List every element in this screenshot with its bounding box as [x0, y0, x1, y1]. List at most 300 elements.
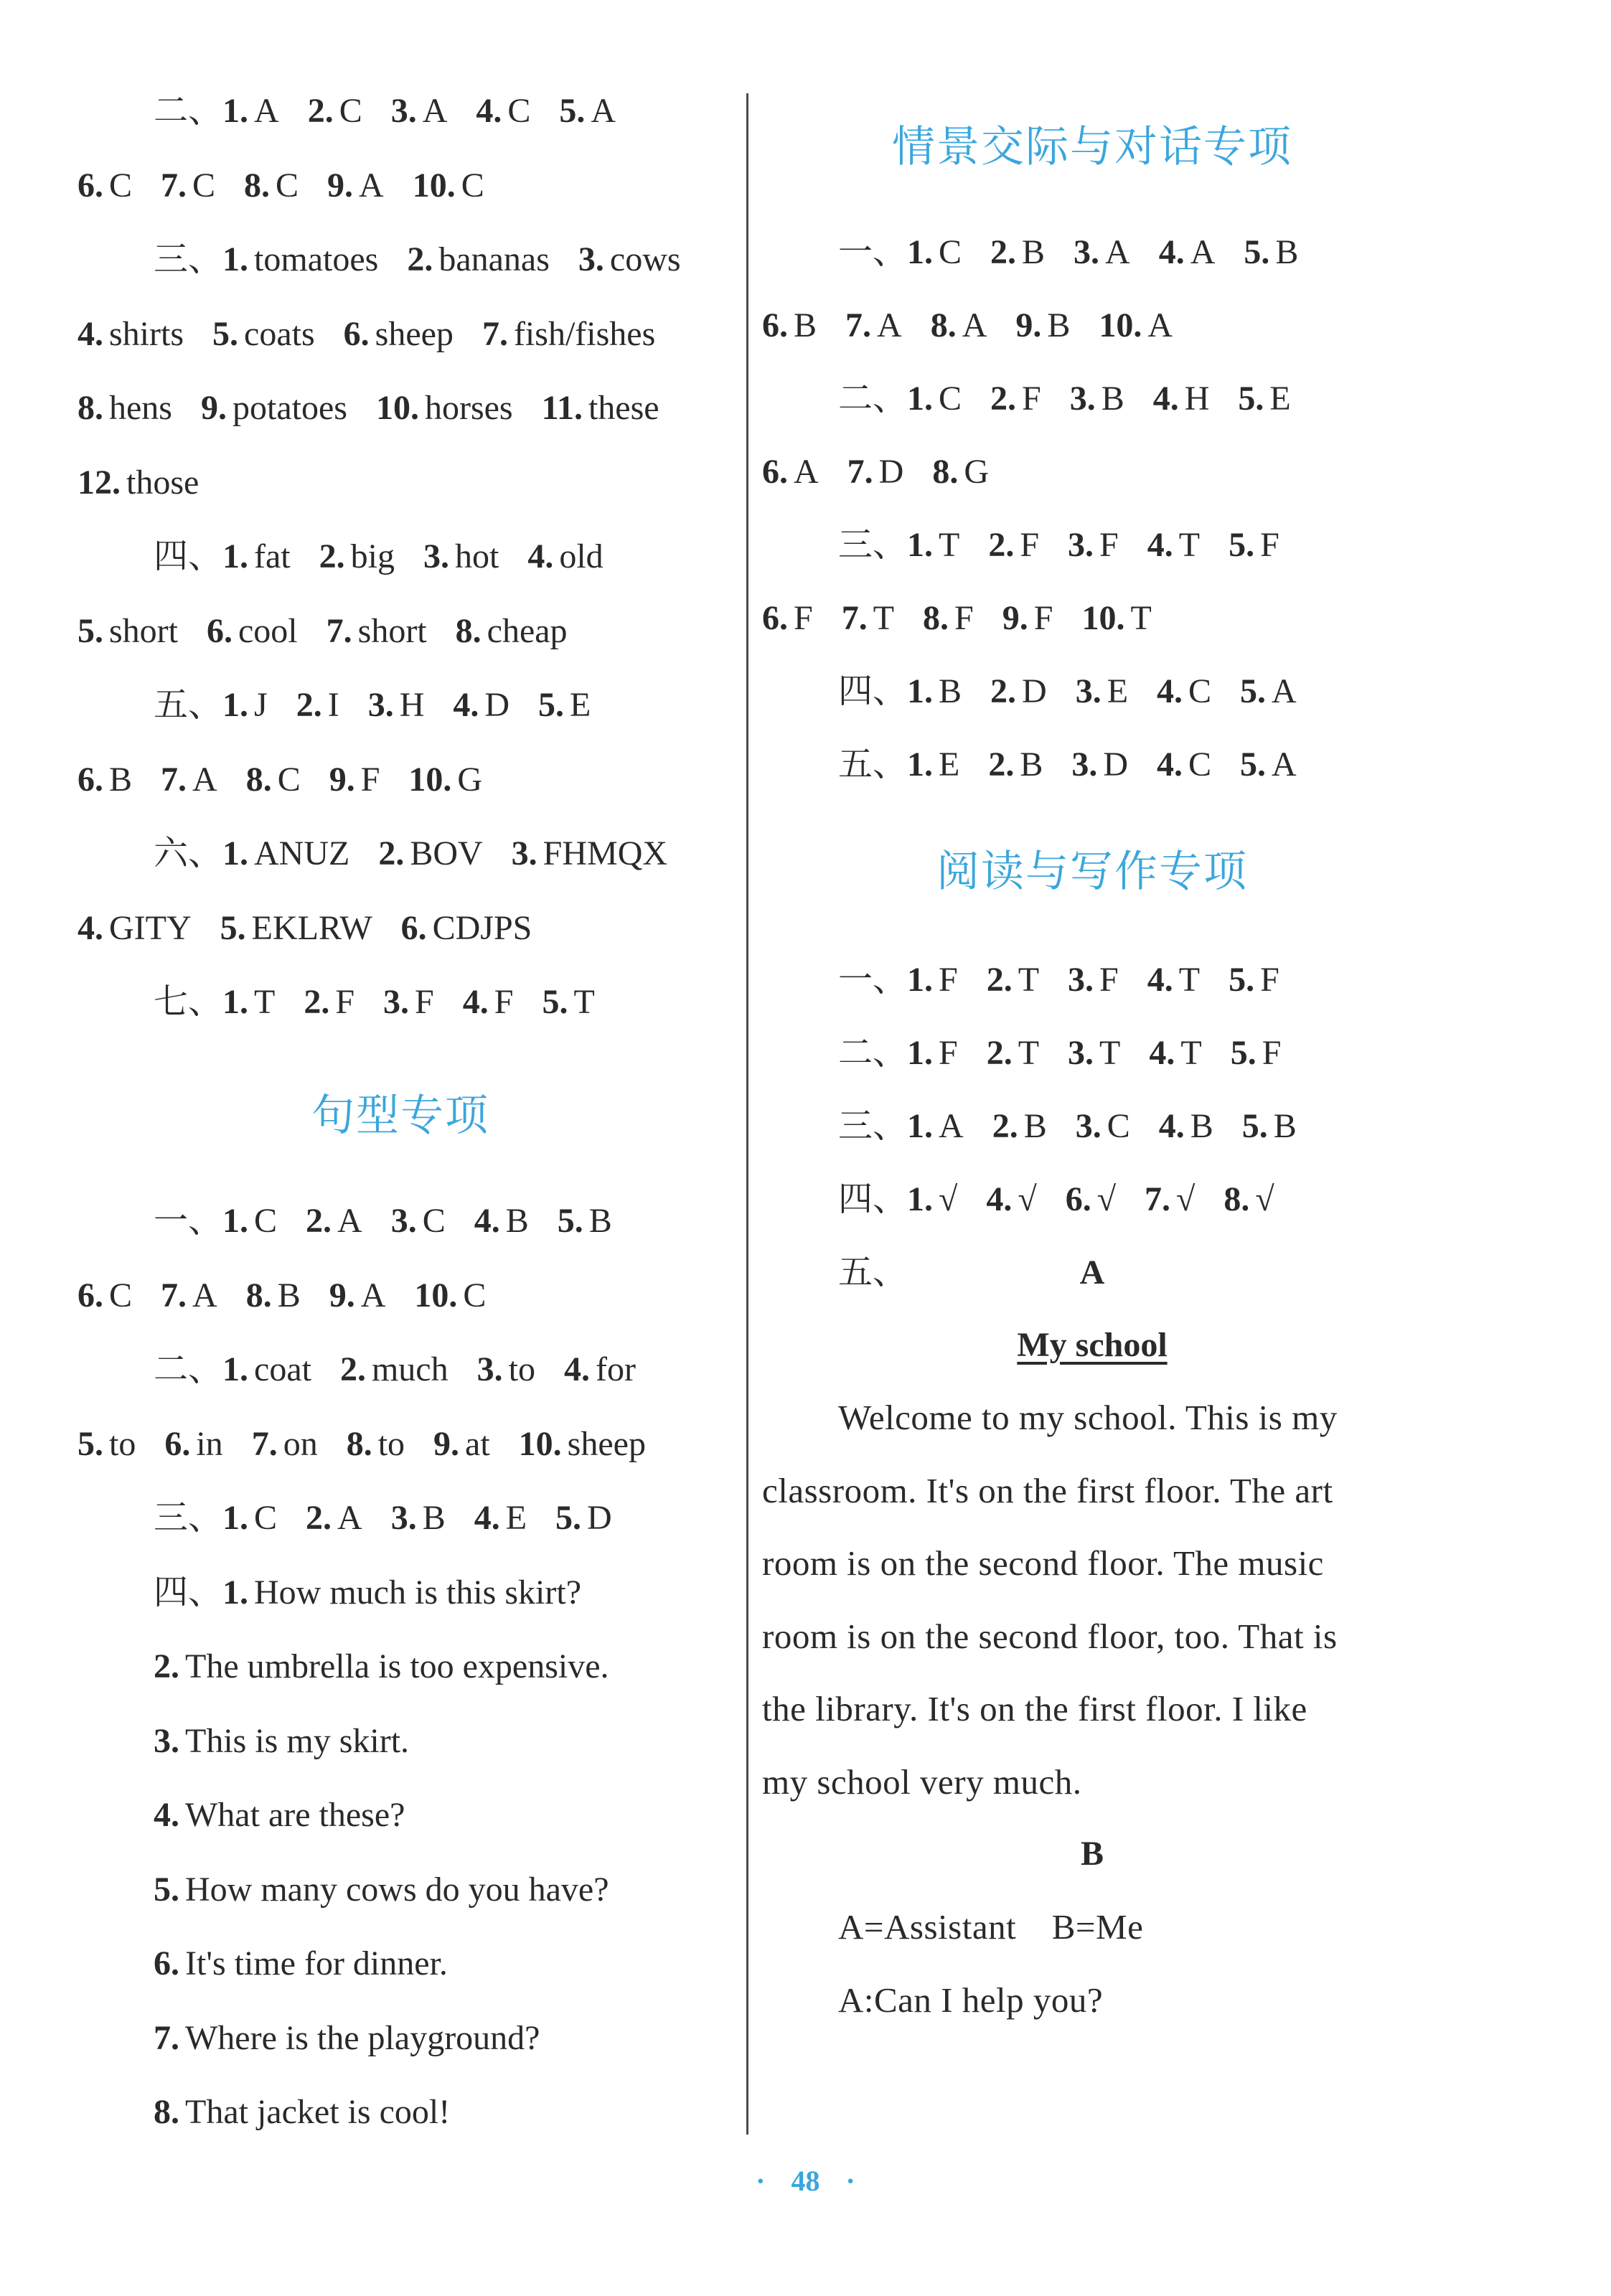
question-number: 3.: [1075, 672, 1102, 710]
answer-text: F: [335, 983, 355, 1021]
answer-line: [78, 610, 568, 653]
question-number: 9.: [327, 166, 354, 204]
answer-line: [154, 832, 667, 875]
answer-text: horses: [424, 389, 513, 427]
question-number: 3.: [1071, 745, 1098, 784]
question-number: 2.: [306, 1499, 332, 1537]
question-number: 10.: [518, 1424, 562, 1463]
question-number: 8.: [346, 1424, 372, 1463]
question-number: 5.: [1229, 961, 1255, 999]
question-number: 6.: [762, 453, 788, 491]
answer-text: F: [954, 599, 974, 637]
answer-text: √: [1255, 1180, 1274, 1218]
answer-text: much: [371, 1350, 448, 1388]
answer-text: those: [126, 463, 199, 502]
question-group-label: 四、: [154, 537, 223, 575]
question-number: 4.: [1149, 1034, 1175, 1072]
answer-text: A: [939, 1107, 964, 1145]
answer-text: F: [1260, 526, 1279, 564]
answer-text: A: [794, 453, 819, 491]
answer-text: F: [794, 599, 813, 637]
answer-line: [154, 2017, 540, 2060]
answer-line: [154, 1348, 636, 1391]
question-number: 2.: [986, 961, 1013, 999]
answer-text: √: [1018, 1180, 1037, 1218]
question-number: 3.: [390, 1499, 417, 1537]
question-number: 4.: [1157, 745, 1183, 784]
question-number: 3.: [367, 686, 394, 724]
answer-text: B: [1190, 1107, 1213, 1145]
question-number: 5.: [557, 1202, 583, 1240]
question-number: 5.: [78, 1424, 103, 1463]
section-title-reading-writing: 阅读与写作专项: [936, 847, 1248, 897]
question-number: 1.: [222, 834, 249, 872]
answer-text: The umbrella is too expensive.: [185, 1647, 609, 1685]
question-number: 7.: [161, 760, 187, 799]
question-number: 2.: [990, 380, 1017, 418]
answer-text: fat: [254, 537, 291, 575]
question-group-label: 二、: [838, 380, 908, 418]
answer-text: B: [1020, 745, 1043, 784]
question-number: 1.: [907, 1107, 934, 1145]
answer-text: How many cows do you have?: [185, 1870, 609, 1909]
question-number: 3.: [383, 983, 410, 1021]
answer-text: T: [1180, 1034, 1202, 1072]
answer-text: T: [573, 983, 595, 1021]
answer-text: to: [377, 1424, 405, 1463]
part-b-label: B: [1080, 1835, 1104, 1873]
question-number: 3.: [476, 1350, 503, 1388]
essay-line: room is on the second floor, too. That is: [762, 1616, 1338, 1656]
question-group-label: 七、: [154, 983, 223, 1021]
question-group-label: 一、: [838, 233, 908, 271]
question-number: 5.: [78, 611, 103, 650]
question-number: 4.: [476, 92, 502, 130]
answer-text: C: [507, 92, 531, 130]
question-number: 8.: [1223, 1180, 1250, 1218]
answer-text: C: [254, 1499, 278, 1537]
question-number: 1.: [907, 745, 934, 784]
answer-text: F: [939, 961, 958, 999]
answer-text: J: [254, 686, 268, 724]
answer-text: H: [1184, 380, 1210, 418]
question-number: 9.: [1015, 306, 1042, 344]
question-group-label: 二、: [838, 1034, 908, 1072]
answer-text: C: [109, 1276, 133, 1314]
question-number: 6.: [343, 314, 370, 353]
question-number: 8.: [244, 166, 271, 204]
answer-line: [154, 1794, 405, 1837]
essay-title-text: My school: [1017, 1326, 1168, 1364]
answer-text: E: [570, 686, 591, 724]
answer-text: C: [192, 166, 216, 204]
answer-text: A: [337, 1202, 362, 1240]
question-number: 4.: [154, 1796, 179, 1834]
question-number: 3.: [390, 1202, 417, 1240]
question-number: 7.: [1145, 1180, 1171, 1218]
question-number: 1.: [222, 1499, 249, 1537]
answer-line: [154, 1942, 448, 1985]
answer-text: on: [283, 1424, 318, 1463]
question-number: 1.: [907, 1034, 934, 1072]
answer-text: cheap: [487, 611, 568, 650]
question-number: 8.: [932, 453, 959, 491]
question-number: 5.: [1241, 1107, 1268, 1145]
answer-text: BOV: [410, 834, 483, 872]
answer-text: A: [1272, 745, 1297, 784]
question-number: 6.: [78, 166, 103, 204]
question-number: 5.: [1240, 672, 1267, 710]
answer-text: to: [508, 1350, 535, 1388]
question-number: 9.: [200, 389, 227, 427]
question-number: 2.: [990, 672, 1017, 710]
roles-line: A=Assistant B=Me: [838, 1907, 1144, 1947]
question-number: 1.: [907, 380, 934, 418]
answer-line: [154, 2091, 450, 2134]
question-group-label: 一、: [154, 1202, 223, 1240]
answer-text: B: [422, 1499, 446, 1537]
answer-line: [154, 684, 591, 727]
question-number: 5.: [1238, 380, 1264, 418]
answer-text: C: [1188, 672, 1212, 710]
question-number: 7.: [161, 1276, 187, 1314]
answer-text: T: [1018, 961, 1040, 999]
question-number: 2.: [307, 92, 334, 130]
question-number: 7.: [161, 166, 187, 204]
answer-line: [78, 313, 655, 356]
question-number: 2.: [407, 240, 433, 278]
question-number: 5.: [1244, 233, 1270, 271]
essay-line: room is on the second floor. The music: [762, 1543, 1324, 1583]
question-number: 9.: [1002, 599, 1028, 637]
question-number: 4.: [462, 983, 489, 1021]
question-number: 4.: [1158, 233, 1185, 271]
answer-line: [154, 90, 616, 133]
answer-text: tomatoes: [254, 240, 379, 278]
answer-text: T: [1178, 961, 1201, 999]
question-group-label: 五、: [838, 745, 908, 784]
answer-text: C: [422, 1202, 446, 1240]
question-number: 5.: [212, 314, 239, 353]
question-number: 3.: [1068, 961, 1094, 999]
question-group-label: 三、: [154, 240, 223, 278]
answer-line: [154, 1720, 409, 1763]
answer-text: T: [1018, 1034, 1040, 1072]
essay-line: the library. It's on the first floor. I like: [762, 1689, 1307, 1728]
question-number: 2.: [296, 686, 322, 724]
answer-text: C: [1107, 1107, 1130, 1145]
question-number: 3.: [578, 240, 604, 278]
answer-text: hens: [109, 389, 172, 427]
answer-text: F: [415, 983, 434, 1021]
answer-text: EKLRW: [251, 908, 372, 947]
answer-text: F: [360, 760, 380, 799]
answer-text: A: [877, 306, 902, 344]
answer-text: FHMQX: [543, 834, 668, 872]
answer-text: A: [360, 1276, 386, 1314]
question-number: 2.: [378, 834, 405, 872]
question-group-label: 四、: [154, 1573, 223, 1612]
question-number: 4.: [453, 686, 479, 724]
question-number: 8.: [245, 760, 272, 799]
question-number: 10.: [1099, 306, 1142, 344]
question-number: 2.: [986, 1034, 1013, 1072]
question-number: 4.: [986, 1180, 1013, 1218]
question-number: 5.: [1229, 526, 1255, 564]
section-title-dialogue: 情景交际与对话专项: [892, 122, 1292, 172]
answer-text: B: [1275, 233, 1299, 271]
section-title-sentence-patterns: 句型专项: [311, 1091, 489, 1141]
answer-text: H: [399, 686, 425, 724]
answer-line: [154, 238, 681, 281]
answer-text: A: [422, 92, 448, 130]
question-group-label: 六、: [154, 834, 223, 872]
question-number: 6.: [762, 306, 788, 344]
answer-text: at: [465, 1424, 490, 1463]
answer-text: B: [1022, 233, 1046, 271]
question-group-label: 三、: [838, 1107, 908, 1145]
answer-text: old: [559, 537, 603, 575]
answer-text: B: [109, 760, 133, 799]
answer-text: A: [1190, 233, 1216, 271]
answer-line: [78, 1423, 646, 1466]
question-number: 10.: [412, 166, 456, 204]
question-number: 1.: [907, 233, 934, 271]
answer-text: sheep: [375, 314, 454, 353]
answer-line: [154, 1645, 609, 1688]
answer-line: [78, 1274, 486, 1317]
question-number: 9.: [329, 1276, 355, 1314]
answer-text: It's time for dinner.: [185, 1944, 448, 1982]
answer-text: ANUZ: [254, 834, 350, 872]
question-number: 6.: [78, 1276, 103, 1314]
page-number-value: 48: [791, 2165, 820, 2197]
answer-text: E: [1107, 672, 1129, 710]
answer-text: hot: [454, 537, 499, 575]
question-number: 4.: [474, 1202, 500, 1240]
answer-text: B: [1273, 1107, 1297, 1145]
question-number: 1.: [222, 1202, 249, 1240]
question-number: 4.: [1152, 380, 1179, 418]
answer-text: A: [1147, 306, 1173, 344]
question-number: 2.: [988, 526, 1015, 564]
answer-line: [78, 387, 659, 430]
question-number: 8.: [245, 1276, 272, 1314]
question-number: 6.: [1065, 1180, 1091, 1218]
question-number: 3.: [1068, 1034, 1094, 1072]
question-number: 2.: [304, 983, 330, 1021]
answer-line: [762, 304, 1173, 347]
question-number: 4.: [1157, 672, 1183, 710]
question-number: 2.: [990, 233, 1017, 271]
answer-text: A: [962, 306, 987, 344]
answer-text: short: [109, 611, 178, 650]
question-number: 2.: [306, 1202, 332, 1240]
question-group-label: 三、: [154, 1499, 223, 1537]
answer-text: bananas: [438, 240, 550, 278]
question-group-label: 四、: [838, 1180, 908, 1218]
answer-text: T: [254, 983, 276, 1021]
answer-text: A: [337, 1499, 362, 1537]
answer-text: sheep: [567, 1424, 646, 1463]
answer-text: in: [196, 1424, 223, 1463]
question-number: 6.: [400, 908, 427, 947]
question-number: 5.: [555, 1499, 582, 1537]
answer-text: How much is this skirt?: [254, 1573, 581, 1612]
question-number: 10.: [1081, 599, 1125, 637]
answer-text: fish/fishes: [513, 314, 656, 353]
column-divider: [746, 93, 748, 2135]
answer-text: E: [505, 1499, 527, 1537]
question-number: 8.: [78, 389, 103, 427]
answer-text: That jacket is cool!: [185, 2093, 451, 2131]
answer-text: T: [939, 526, 960, 564]
question-number: 4.: [1147, 961, 1173, 999]
answer-text: D: [587, 1499, 612, 1537]
question-number: 1.: [222, 240, 249, 278]
answer-text: B: [939, 672, 962, 710]
essay-line: classroom. It's on the first floor. The art: [762, 1470, 1333, 1510]
answer-text: This is my skirt.: [185, 1721, 410, 1760]
question-number: 2.: [988, 745, 1015, 784]
answer-text: C: [1188, 745, 1212, 784]
page-number: [0, 2160, 1611, 2203]
answer-text: D: [878, 453, 904, 491]
question-number: 1.: [907, 1180, 934, 1218]
part-a-label: A: [1079, 1253, 1105, 1292]
answer-text: F: [1022, 380, 1041, 418]
answer-text: E: [939, 745, 960, 784]
answer-line: [838, 1105, 1297, 1148]
answer-text: G: [457, 760, 483, 799]
question-number: 5.: [1240, 745, 1267, 784]
answer-text: coats: [244, 314, 315, 353]
answer-line: [78, 758, 482, 801]
answer-text: C: [276, 166, 299, 204]
answer-text: cows: [609, 240, 681, 278]
answer-text: F: [494, 983, 514, 1021]
question-group-label: 一、: [838, 961, 908, 999]
answer-line: [838, 743, 1297, 786]
question-number: 7.: [841, 599, 868, 637]
question-number: 1.: [907, 961, 934, 999]
question-number: 5.: [220, 908, 246, 947]
question-group-label: 二、: [154, 1350, 223, 1388]
answer-text: T: [1178, 526, 1201, 564]
question-number: 9.: [329, 760, 355, 799]
question-number: 6.: [164, 1424, 191, 1463]
question-number: 5.: [542, 983, 568, 1021]
answer-text: I: [327, 686, 339, 724]
question-group-label: 四、: [838, 672, 908, 710]
answer-text: B: [1047, 306, 1071, 344]
answer-text: C: [254, 1202, 278, 1240]
question-number: 10.: [375, 389, 419, 427]
question-number: 8.: [930, 306, 957, 344]
question-number: 5.: [538, 686, 565, 724]
question-number: 7.: [845, 306, 872, 344]
answer-text: these: [588, 389, 659, 427]
answer-text: G: [964, 453, 990, 491]
answer-text: big: [350, 537, 395, 575]
question-number: 2.: [154, 1647, 179, 1685]
answer-text: potatoes: [232, 389, 347, 427]
answer-line: [154, 1200, 612, 1243]
answer-text: A: [591, 92, 616, 130]
question-number: 8.: [455, 611, 482, 650]
answer-text: C: [339, 92, 362, 130]
question-number: 1.: [222, 1573, 249, 1612]
answer-line: [762, 597, 1152, 640]
answer-text: T: [1130, 599, 1152, 637]
question-number: 3.: [511, 834, 537, 872]
answer-line: [78, 461, 199, 504]
essay-line: Welcome to my school. This is my: [838, 1398, 1338, 1437]
answer-text: A: [359, 166, 384, 204]
answer-text: F: [1099, 961, 1119, 999]
question-number: 3.: [1075, 1107, 1102, 1145]
question-number: 1.: [222, 686, 249, 724]
question-number: 7.: [154, 2018, 179, 2057]
answer-line: [838, 959, 1279, 1002]
question-number: 8.: [923, 599, 949, 637]
answer-text: F: [1260, 961, 1279, 999]
answer-text: A: [1105, 233, 1130, 271]
question-number: 1.: [222, 1350, 249, 1388]
answer-text: C: [277, 760, 301, 799]
answer-line: [838, 1178, 1274, 1221]
question-number: 7.: [482, 314, 508, 353]
question-number: 3.: [390, 92, 417, 130]
answer-text: C: [461, 166, 484, 204]
answer-text: F: [939, 1034, 958, 1072]
question-number: 6.: [154, 1944, 179, 1982]
answer-text: D: [1103, 745, 1129, 784]
answer-text: √: [939, 1180, 958, 1218]
answer-text: C: [939, 380, 962, 418]
question-number: 6.: [78, 760, 103, 799]
question-number: 4.: [474, 1499, 500, 1537]
answer-line: [838, 670, 1297, 713]
answer-text: coat: [254, 1350, 311, 1388]
question-number: 3.: [154, 1721, 179, 1760]
question-number: 4.: [78, 908, 103, 947]
answer-text: √: [1176, 1180, 1196, 1218]
answer-text: short: [357, 611, 427, 650]
question-number: 1.: [222, 92, 249, 130]
answer-text: Where is the playground?: [185, 2018, 540, 2057]
question-number: 5.: [154, 1870, 179, 1909]
question-number: 1.: [907, 526, 934, 564]
question-number: 8.: [154, 2093, 179, 2131]
question-number: 6.: [207, 611, 233, 650]
question-number: 4.: [1158, 1107, 1185, 1145]
answer-line: [762, 451, 989, 494]
question-group-label: 五、: [154, 686, 223, 724]
question-number: 3.: [1069, 380, 1096, 418]
essay-title: [762, 1324, 1422, 1367]
answer-text: for: [595, 1350, 636, 1388]
question-number: 2.: [992, 1107, 1018, 1145]
answer-text: √: [1096, 1180, 1117, 1218]
question-number: 3.: [423, 537, 449, 575]
answer-text: GITY: [109, 908, 192, 947]
answer-text: B: [505, 1202, 529, 1240]
answer-line: [154, 1868, 609, 1911]
answer-text: D: [1022, 672, 1047, 710]
answer-line: [838, 1032, 1281, 1075]
question-number: 1.: [907, 672, 934, 710]
